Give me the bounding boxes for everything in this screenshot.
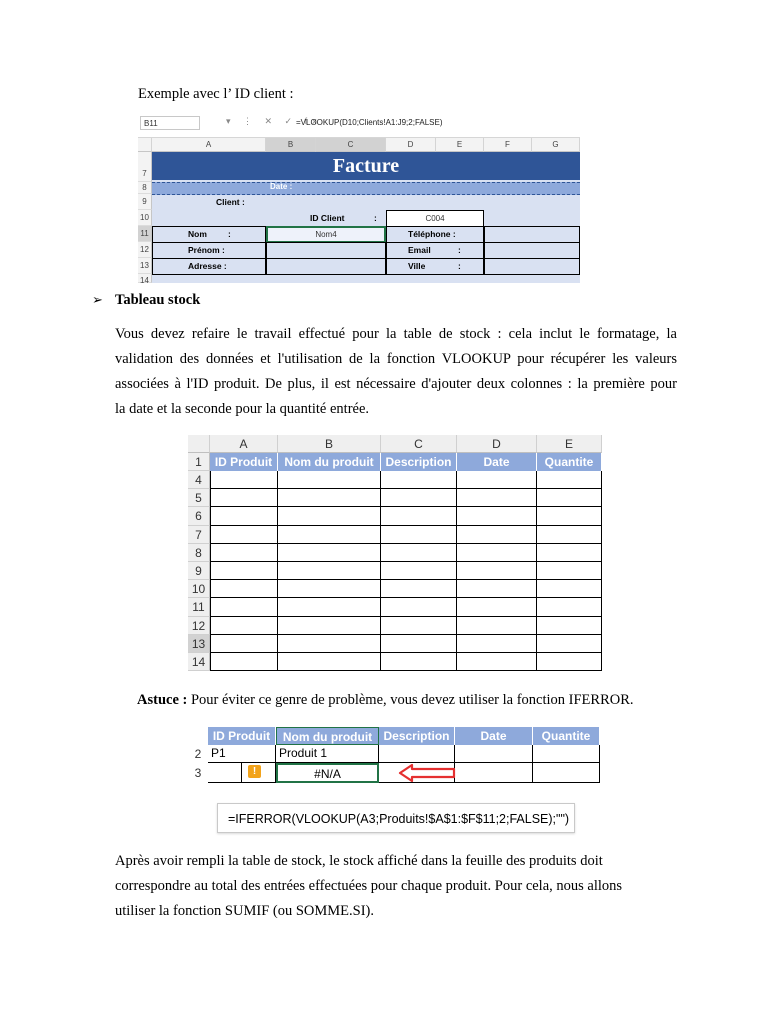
header-description[interactable]: Description xyxy=(381,453,457,471)
cell-a10[interactable] xyxy=(210,580,278,598)
row-header-14[interactable]: 14 xyxy=(138,274,152,283)
cell-d2[interactable] xyxy=(455,745,533,763)
ville-cell[interactable] xyxy=(484,258,580,275)
adresse-label: Adresse : xyxy=(188,261,227,271)
row-header-9[interactable]: 9 xyxy=(188,562,210,580)
cell-c5[interactable] xyxy=(381,489,457,507)
cell-b7[interactable] xyxy=(278,526,381,544)
id-client-label: ID Client xyxy=(310,213,345,223)
column-header-c[interactable]: C xyxy=(381,435,457,453)
email-colon: : xyxy=(458,245,461,255)
cell-c12[interactable] xyxy=(381,617,457,635)
column-header-d[interactable]: D xyxy=(457,435,537,453)
cell-b11[interactable] xyxy=(278,598,381,616)
formula-bar-icons: ▾ ⋮ ✕ ✓ fx xyxy=(226,116,322,126)
header-date[interactable]: Date xyxy=(455,727,533,745)
cell-a3[interactable] xyxy=(208,763,242,783)
select-all-corner[interactable] xyxy=(188,435,210,453)
row-header-14[interactable]: 14 xyxy=(188,653,210,671)
nom-value: Nom4 xyxy=(315,230,337,239)
cell-d10[interactable] xyxy=(457,580,537,598)
formula-bar xyxy=(138,111,580,138)
cell-e8[interactable] xyxy=(537,544,602,562)
paragraph2-line-1: Après avoir rempli la table de stock, le stock affiché dans la feuille des produits doit xyxy=(115,853,603,869)
paragraph1-line-3: associées à l'ID produit. De plus, il est nécessaire d'ajouter deux colonnes : la première pour xyxy=(115,376,677,392)
id-client-colon: : xyxy=(374,213,377,223)
row-header-12[interactable]: 12 xyxy=(138,242,152,258)
paragraph1-line-1: Vous devez refaire le travail effectué pour la table de stock : cela inclut le formatage, la xyxy=(115,326,677,342)
cell-e4[interactable] xyxy=(537,471,602,489)
cell-e12[interactable] xyxy=(537,617,602,635)
cell-b3-error[interactable]: #N/A xyxy=(276,763,379,783)
cell-a9[interactable] xyxy=(210,562,278,580)
nom-colon: : xyxy=(228,229,231,239)
cell-d7[interactable] xyxy=(457,526,537,544)
cell-b5[interactable] xyxy=(278,489,381,507)
cell-a4[interactable] xyxy=(210,471,278,489)
cell-a11[interactable] xyxy=(210,598,278,616)
nom-label: Nom xyxy=(188,229,207,239)
facture-title: Facture xyxy=(332,155,400,177)
select-all-corner[interactable] xyxy=(138,138,152,152)
intro-example-text: Exemple avec l’ ID client : xyxy=(138,86,294,102)
cell-d12[interactable] xyxy=(457,617,537,635)
warning-icon[interactable]: ! xyxy=(248,765,261,778)
row-header-11[interactable]: 11 xyxy=(188,598,210,616)
astuce-line xyxy=(137,692,634,709)
cell-b8[interactable] xyxy=(278,544,381,562)
paragraph2-line-2: correspondre au total des entrées effectuées pour chaque produit. Pour cela, nous allons xyxy=(115,878,623,894)
column-header-b[interactable]: B xyxy=(266,138,316,152)
row-header-13[interactable]: 13 xyxy=(138,258,152,274)
row-header-8[interactable]: 8 xyxy=(188,544,210,562)
cell-e10[interactable] xyxy=(537,580,602,598)
cell-d3[interactable] xyxy=(455,763,533,783)
cell-a2[interactable]: P1 xyxy=(208,745,276,763)
column-header-a[interactable]: A xyxy=(152,138,266,152)
cell-b13[interactable] xyxy=(278,635,381,653)
cell-a7[interactable] xyxy=(210,526,278,544)
column-header-b[interactable]: B xyxy=(278,435,381,453)
row-header-8[interactable]: 8 xyxy=(138,182,152,194)
cell-c9[interactable] xyxy=(381,562,457,580)
cell-d9[interactable] xyxy=(457,562,537,580)
header-id-produit[interactable]: ID Produit xyxy=(210,453,278,471)
cell-b14[interactable] xyxy=(278,653,381,671)
header-id-produit[interactable]: ID Produit xyxy=(208,727,276,745)
cell-b4[interactable] xyxy=(278,471,381,489)
header-nom-du-produit[interactable]: Nom du produit xyxy=(278,453,381,471)
cell-c4[interactable] xyxy=(381,471,457,489)
row-header-2[interactable]: 2 xyxy=(188,745,208,763)
iferror-example-screenshot xyxy=(188,727,600,785)
cell-e3[interactable] xyxy=(533,763,600,783)
paragraph1-line-4: la date et la seconde pour la quantité entrée. xyxy=(115,401,370,417)
cell-e13[interactable] xyxy=(537,635,602,653)
cell-e5[interactable] xyxy=(537,489,602,507)
cell-e14[interactable] xyxy=(537,653,602,671)
telephone-cell[interactable] xyxy=(484,226,580,243)
cell-c13[interactable] xyxy=(381,635,457,653)
email-label: Email xyxy=(408,245,431,255)
adresse-cell[interactable] xyxy=(266,258,386,275)
cell-c8[interactable] xyxy=(381,544,457,562)
cell-d6[interactable] xyxy=(457,507,537,525)
header-description[interactable]: Description xyxy=(379,727,455,745)
prenom-label: Prénom : xyxy=(188,245,225,255)
cell-a6[interactable] xyxy=(210,507,278,525)
column-header-c[interactable]: C xyxy=(316,138,386,152)
date-row xyxy=(152,182,580,195)
cell-e2[interactable] xyxy=(533,745,600,763)
prenom-cell[interactable] xyxy=(266,242,386,259)
column-header-a[interactable]: A xyxy=(210,435,278,453)
paragraph2-line-3: utiliser la fonction SUMIF (ou SOMME.SI). xyxy=(115,903,374,919)
column-header-f[interactable]: F xyxy=(484,138,532,152)
formula-text[interactable]: =VLOOKUP(D10;Clients!A1:J9;2;FALSE) xyxy=(296,118,443,127)
cell-b12[interactable] xyxy=(278,617,381,635)
label-box-right-mid xyxy=(386,242,484,259)
iferror-formula-box: =IFERROR(VLOOKUP(A3;Produits!$A$1:$F$11;2;FALSE);"") xyxy=(217,803,575,833)
telephone-label: Téléphone : xyxy=(408,229,456,239)
cell-e6[interactable] xyxy=(537,507,602,525)
cell-b10[interactable] xyxy=(278,580,381,598)
header-date[interactable]: Date xyxy=(457,453,537,471)
cell-e11[interactable] xyxy=(537,598,602,616)
column-header-e[interactable]: E xyxy=(436,138,484,152)
column-header-e[interactable]: E xyxy=(537,435,602,453)
header-quantite[interactable]: Quantite xyxy=(537,453,602,471)
row-header-9[interactable]: 9 xyxy=(138,194,152,210)
cell-e9[interactable] xyxy=(537,562,602,580)
cell-c7[interactable] xyxy=(381,526,457,544)
cell-a14[interactable] xyxy=(210,653,278,671)
cell-b2[interactable]: Produit 1 xyxy=(276,745,379,763)
cell-d4[interactable] xyxy=(457,471,537,489)
facture-screenshot xyxy=(138,111,580,283)
cell-c2[interactable] xyxy=(379,745,455,763)
corner-cell xyxy=(188,727,208,745)
cell-d8[interactable] xyxy=(457,544,537,562)
red-arrow-icon xyxy=(398,764,458,782)
name-box[interactable]: B11 xyxy=(140,116,200,130)
paragraph1-line-2: validation des données et l'utilisation de la fonction VLOOKUP pour récupérer les valeurs xyxy=(115,351,677,367)
row-header-10[interactable]: 10 xyxy=(188,580,210,598)
row-header-3[interactable]: 3 xyxy=(188,763,208,783)
header-quantite[interactable]: Quantite xyxy=(533,727,600,745)
row-header-7[interactable]: 7 xyxy=(138,152,152,182)
ville-label: Ville xyxy=(408,261,426,271)
column-header-d[interactable]: D xyxy=(386,138,436,152)
cell-d5[interactable] xyxy=(457,489,537,507)
row-header-7[interactable]: 7 xyxy=(188,526,210,544)
row-header-12[interactable]: 12 xyxy=(188,617,210,635)
cell-a5[interactable] xyxy=(210,489,278,507)
row-header-4[interactable]: 4 xyxy=(188,471,210,489)
cell-d13[interactable] xyxy=(457,635,537,653)
row-header-1[interactable]: 1 xyxy=(188,453,210,471)
section-heading: Tableau stock xyxy=(115,292,201,308)
column-header-g[interactable]: G xyxy=(532,138,580,152)
cell-b9[interactable] xyxy=(278,562,381,580)
bullet-arrow-icon: ➢ xyxy=(92,292,103,307)
cell-c6[interactable] xyxy=(381,507,457,525)
cell-a8[interactable] xyxy=(210,544,278,562)
cell-d11[interactable] xyxy=(457,598,537,616)
cell-b6[interactable] xyxy=(278,507,381,525)
astuce-text: Pour éviter ce genre de problème, vous devez utiliser la fonction IFERROR. xyxy=(190,692,634,708)
row-header-5[interactable]: 5 xyxy=(188,489,210,507)
id-client-value: C004 xyxy=(425,214,445,223)
row-header-13[interactable]: 13 xyxy=(188,635,210,653)
cell-c11[interactable] xyxy=(381,598,457,616)
row-header-11[interactable]: 11 xyxy=(138,226,152,242)
date-label: Date : xyxy=(270,182,293,191)
client-label: Client : xyxy=(216,197,245,207)
cell-e7[interactable] xyxy=(537,526,602,544)
astuce-label: Astuce : xyxy=(137,692,188,708)
stock-table-screenshot xyxy=(188,435,602,673)
ville-colon: : xyxy=(458,261,461,271)
email-cell[interactable] xyxy=(484,242,580,259)
cell-d14[interactable] xyxy=(457,653,537,671)
row-header-6[interactable]: 6 xyxy=(188,507,210,525)
row-header-10[interactable]: 10 xyxy=(138,210,152,226)
header-nom-du-produit[interactable]: Nom du produit xyxy=(276,727,379,745)
cell-c14[interactable] xyxy=(381,653,457,671)
cell-a12[interactable] xyxy=(210,617,278,635)
cell-c10[interactable] xyxy=(381,580,457,598)
cell-a13[interactable] xyxy=(210,635,278,653)
